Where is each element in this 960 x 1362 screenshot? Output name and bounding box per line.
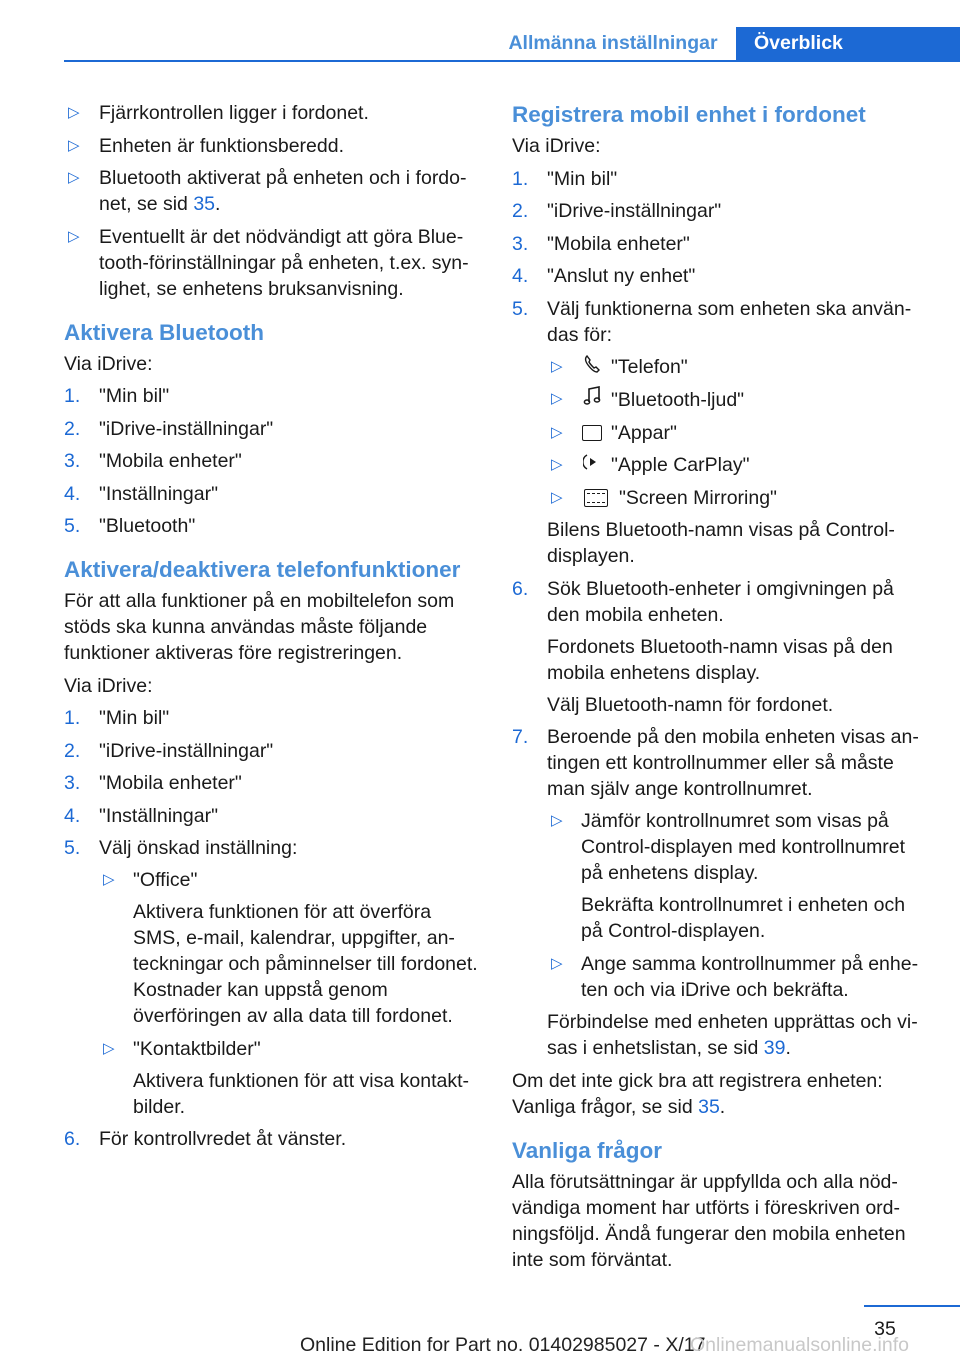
- right-column: [512, 100, 926, 1279]
- step-item: 3. "Mobila enheter": [512, 232, 690, 255]
- failure-text: Om det inte gick bra att registrera enheten: Vanliga frågor, se sid 35.: [512, 1069, 883, 1118]
- step-item: 6. Sök Bluetooth-enheter i omgivningen på den mobila enheten. Fordonets Bluetooth-namn visas på den mobila enhetens display. Välj Bluetooth-namn för fordonet.: [512, 576, 926, 718]
- step-item: 7. Beroende på den mobila enheten visas antingen ett kontrollnummer eller så måste man själv ange kontrollnumret. ▷ Jämför kontrollnumret som visas på Control-displayen med kontrollnumret på enhetens display. Bekräfta kontrollnumret i enheten och på Control-displayen. ▷ Ange samma kontrollnummer på enheten och via iDrive och bekräfta. Förbindelse med enheten upprättas och visas i enhetslistan, se sid 39.: [512, 724, 926, 1061]
- step-item: 5. Välj funktionerna som enheten ska användas för: ▷ "Telefon" ▷ "Bluetooth-ljud" ▷ "Appar" ▷ "Apple CarPlay" ▷ "Screen Mirroring" Bilens Bluetooth-namn visas på Control-displayen.: [512, 296, 926, 570]
- step-item: 3. "Mobila enheter": [64, 450, 242, 472]
- section-title-activate-bluetooth: Aktivera Bluetooth: [64, 319, 265, 345]
- option-item-contact-pictures: ▷ "Kontaktbilder" Aktivera funktionen för att visa kontaktbilder.: [103, 1037, 470, 1118]
- triangle-bullet-icon: ▷: [68, 169, 80, 186]
- function-item-screen-mirroring: ▷ "Screen Mirroring": [551, 486, 777, 509]
- via-idrive-text: Via iDrive:: [64, 674, 153, 697]
- step-item: 1. "Min bil": [64, 707, 170, 729]
- header-tab-general-settings[interactable]: Allmänna inställningar: [508, 32, 718, 54]
- function-item-phone: ▷ "Telefon": [551, 355, 688, 378]
- step-item: 1. "Min bil": [64, 385, 170, 407]
- step-item: 4. "Anslut ny enhet": [512, 265, 696, 287]
- step-item: 5. Välj önskad inställning: ▷ "Office" Aktivera funktionen för att överföra SMS, e-mail, kalendrar, uppgifter, anteckningar och påminnelser till fordonet. Kostnader kan uppstå genom överföringen av alla data till fordonet. ▷ "Kontaktbilder" Aktivera funktionen för att visa kontaktbilder.: [64, 837, 478, 1118]
- section-intro: För att alla funktioner på en mobiltelefon som stöds ska kunna användas måste följande funktioner aktiveras före registreringen.: [64, 590, 455, 664]
- triangle-bullet-icon: ▷: [68, 136, 80, 154]
- carplay-icon: [581, 452, 603, 478]
- option-item-office: ▷ "Office" Aktivera funktionen för att överföra SMS, e-mail, kalendrar, uppgifter, anteckningar och påminnelser till fordonet. Kostnader kan uppstå genom överföringen av alla data till fordonet.: [103, 869, 478, 1027]
- triangle-bullet-icon: ▷: [103, 871, 115, 888]
- list-item: ▷ Eventuellt är det nödvändigt att göra Bluetooth-förinställningar på enheten, t.ex. synlighet, se enhetens bruksanvisning.: [68, 225, 469, 300]
- page-link[interactable]: 35: [698, 1095, 720, 1118]
- step-item: 2. "iDrive-inställningar": [64, 417, 274, 440]
- triangle-bullet-icon: ▷: [68, 227, 80, 245]
- page-number: 35: [874, 1318, 896, 1340]
- section-title-faq: Vanliga frågor: [512, 1137, 663, 1163]
- page-link[interactable]: 35: [193, 193, 216, 215]
- header-rule: [64, 60, 960, 62]
- via-idrive-text: Via iDrive:: [64, 352, 153, 375]
- via-idrive-text: Via iDrive:: [512, 135, 601, 157]
- step-item: 3. "Mobila enheter": [64, 772, 242, 794]
- step-note: Bilens Bluetooth-namn visas på Control-displayen.: [547, 519, 895, 567]
- step-item: 1. "Min bil": [512, 167, 618, 190]
- function-item-bluetooth-audio: ▷ "Bluetooth-ljud": [547, 386, 926, 413]
- function-item-carplay: ▷ "Apple CarPlay": [551, 454, 750, 476]
- step-note: Välj Bluetooth-namn för fordonet.: [547, 693, 834, 716]
- phone-icon: [581, 354, 603, 380]
- step-item: 2. "iDrive-inställningar": [64, 739, 274, 762]
- faq-text: Alla förutsättningar är uppfyllda och alla nödvändiga moment har utförts i föreskriven ordningsföljd. Ändå fungerar den mobila enheten inte som förväntat.: [512, 1170, 906, 1271]
- list-item: ▷ Jämför kontrollnumret som visas på Control-displayen med kontrollnumret på enhetens display. Bekräfta kontrollnumret i enheten och på Control-displayen.: [551, 810, 906, 942]
- music-note-icon: [581, 386, 603, 413]
- step-item: 4. "Inställningar": [64, 482, 218, 505]
- page-header: [0, 0, 960, 62]
- triangle-bullet-icon: ▷: [103, 1039, 115, 1057]
- step-item: 5. "Bluetooth": [64, 515, 196, 537]
- step-item: 2. "iDrive-inställningar": [512, 200, 722, 222]
- list-item: ▷ Ange samma kontrollnummer på enheten och via iDrive och bekräfta.: [551, 952, 919, 1001]
- section-title-register-device: Registrera mobil enhet i fordonet: [512, 102, 866, 127]
- page-link[interactable]: 39: [763, 1037, 786, 1059]
- list-item: ▷ Fjärrkontrollen ligger i fordonet.: [68, 102, 369, 124]
- apps-icon: [581, 420, 603, 446]
- list-item: ▷ Bluetooth aktiverat på enheten och i fordonet, se sid 35.: [68, 167, 467, 215]
- step-note: Fordonets Bluetooth-namn visas på den mobila enhetens display.: [547, 635, 893, 684]
- triangle-bullet-icon: ▷: [68, 104, 80, 121]
- header-tab-overview[interactable]: Överblick: [736, 27, 960, 62]
- edition-text: Online Edition for Part no. 01402985027 - X/17: [300, 1334, 706, 1356]
- section-title-phone-functions: Aktivera/deaktivera telefonfunktioner: [64, 557, 461, 582]
- watermark: Onlinemanualsonline.info: [690, 1334, 909, 1356]
- step-item: 6. För kontrollvredet åt vänster.: [64, 1128, 347, 1150]
- screen-mirroring-icon: [581, 485, 611, 511]
- step-item: 4. "Inställningar": [64, 804, 218, 827]
- left-column: [64, 100, 478, 1159]
- footer-rule: [864, 1305, 960, 1307]
- step-note: Förbindelse med enheten upprättas och visas i enhetslistan, se sid 39.: [547, 1011, 918, 1059]
- function-item-apps: ▷ "Appar": [551, 421, 677, 444]
- list-item: ▷ Enheten är funktionsberedd.: [68, 134, 345, 157]
